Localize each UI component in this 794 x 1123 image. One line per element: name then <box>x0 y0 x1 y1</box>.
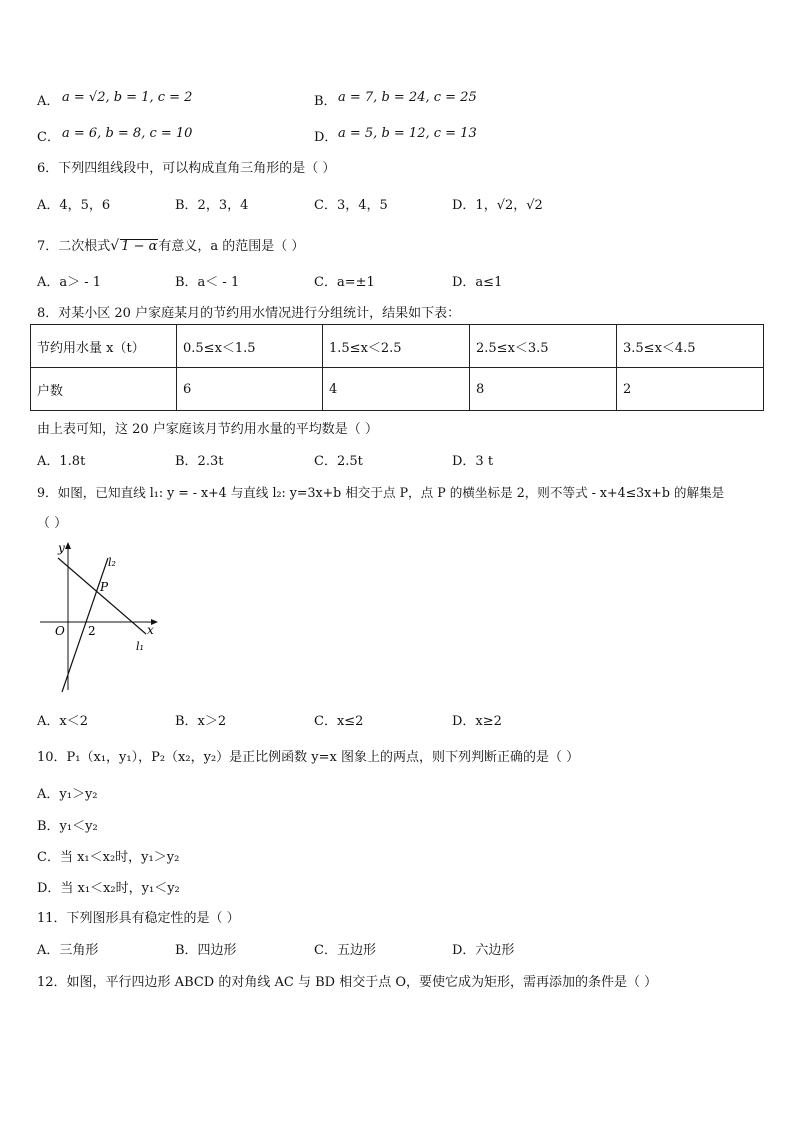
q9-paren: （ ） <box>37 516 68 531</box>
q8-option-a: A．1.8t <box>37 454 86 469</box>
table-cell: 3.5≤x＜4.5 <box>617 325 764 368</box>
q5-option-c: C． <box>37 130 60 145</box>
l1-label: l₁ <box>136 640 144 653</box>
q6-stem: 6．下列四组线段中，可以构成直角三角形的是（ ） <box>37 161 336 176</box>
q6-option-b: B．2，3，4 <box>175 198 249 213</box>
q7-option-b: B．a＜ - 1 <box>175 275 240 290</box>
q9-option-c: C．x≤2 <box>314 714 364 729</box>
q7-option-d: D．a≤1 <box>452 275 503 290</box>
q7-option-a: A．a＞ - 1 <box>37 275 102 290</box>
q9-option-b: B．x＞2 <box>175 714 227 729</box>
q5-option-d: D． <box>314 130 338 145</box>
q11-option-a: A．三角形 <box>37 943 99 958</box>
q9-stem: 9．如图，已知直线 l₁: y = - x+4 与直线 l₂: y=3x+b 相交于点 P，点 P 的横坐标是 2，则不等式 - x+4≤3x+b 的解集是 <box>37 485 725 500</box>
q8-option-d: D．3 t <box>452 454 494 469</box>
q7-option-c: C．a=±1 <box>314 275 375 290</box>
table-cell: 节约用水量 x（t） <box>31 325 177 368</box>
table-cell: 0.5≤x＜1.5 <box>177 325 323 368</box>
line-l1 <box>58 558 146 634</box>
q8-option-b: B．2.3t <box>175 454 224 469</box>
table-row <box>31 325 764 368</box>
q8-follow-up: 由上表可知，这 20 户家庭该月节约用水量的平均数是（ ） <box>37 422 378 437</box>
q11-option-b: B．四边形 <box>175 943 237 958</box>
q5-option-b-text: a = 7, b = 24, c = 25 <box>338 90 477 105</box>
table-row <box>31 368 764 411</box>
q7-stem-after: 有意义，a 的范围是（ ） <box>158 239 305 254</box>
q7-stem <box>37 235 304 254</box>
q5-option-c-text: a = 6, b = 8, c = 10 <box>62 126 193 141</box>
q6-option-c: C．3，4，5 <box>314 198 388 213</box>
q9-option-d: D．x≥2 <box>452 714 502 729</box>
tick-label-2: 2 <box>88 624 96 638</box>
q9-option-a: A．x＜2 <box>37 714 88 729</box>
l2-label: l₂ <box>108 556 116 569</box>
q5-option-b: B． <box>314 94 337 109</box>
q12-stem: 12．如图，平行四边形 ABCD 的对角线 AC 与 BD 相交于点 O，要使它成为矩形，需再添加的条件是（ ） <box>37 975 658 990</box>
table-cell: 8 <box>470 368 617 411</box>
q7-stem-before: 7．二次根式 <box>37 239 111 254</box>
table-cell: 2.5≤x＜3.5 <box>470 325 617 368</box>
q11-option-d: D．六边形 <box>452 943 515 958</box>
q11-option-c: C．五边形 <box>314 943 376 958</box>
q11-stem: 11．下列图形具有稳定性的是（ ） <box>37 911 240 926</box>
x-axis-label: x <box>147 623 154 637</box>
q10-option-c: C．当 x₁＜x₂时，y₁＞y₂ <box>37 850 180 865</box>
point-p-label: P <box>100 580 109 594</box>
y-axis-arrow-icon <box>65 542 71 549</box>
y-axis-label: y <box>58 541 65 555</box>
q5-option-a: A． <box>37 94 60 109</box>
q5-option-d-text: a = 5, b = 12, c = 13 <box>338 126 477 141</box>
q10-stem: 10．P₁（x₁，y₁），P₂（x₂，y₂）是正比例函数 y=x 图象上的两点，则下列判断正确的是（ ） <box>37 750 580 765</box>
q8-stem: 8．对某小区 20 户家庭某月的节约用水情况进行分组统计，结果如下表： <box>37 306 461 321</box>
q5-option-a-text: a = √2, b = 1, c = 2 <box>62 90 193 105</box>
table-cell: 6 <box>177 368 323 411</box>
q8-option-c: C．2.5t <box>314 454 363 469</box>
q6-option-a: A．4，5，6 <box>37 198 111 213</box>
q6-option-d: D．1，√2，√2 <box>452 198 543 213</box>
line-l2 <box>62 558 108 692</box>
origin-label: O <box>55 624 65 638</box>
table-cell: 户数 <box>31 368 177 411</box>
radical-sign-icon: √ <box>110 238 120 254</box>
water-usage-table <box>30 324 764 411</box>
q9-graph <box>36 540 166 696</box>
q10-option-b: B．y₁＜y₂ <box>37 819 98 834</box>
q7-radicand: 1 − α <box>121 239 158 254</box>
table-cell: 4 <box>323 368 470 411</box>
q10-option-a: A．y₁＞y₂ <box>37 787 98 802</box>
table-cell: 2 <box>617 368 764 411</box>
table-cell: 1.5≤x＜2.5 <box>323 325 470 368</box>
q10-option-d: D．当 x₁＜x₂时，y₁＜y₂ <box>37 881 180 896</box>
